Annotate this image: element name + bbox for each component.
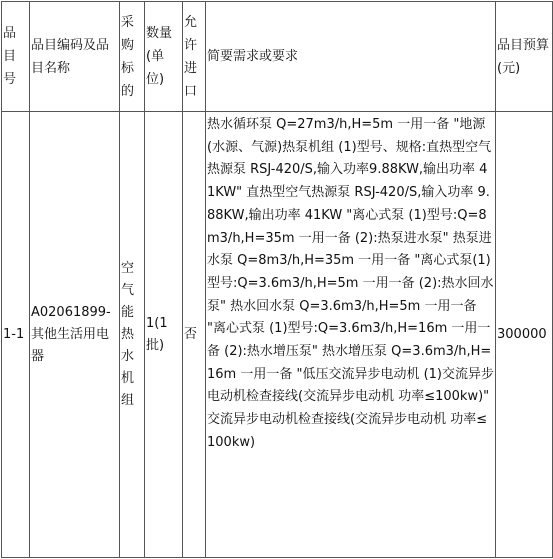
cell-subject: 空气能热水机组: [120, 112, 145, 558]
header-code-name: 品目编码及品目名称: [30, 2, 120, 112]
cell-budget: 300000: [496, 112, 553, 558]
cell-import: 否: [183, 112, 206, 558]
cell-requirements: 热水循环泵 Q=27m3/h,H=5m 一用一备 "地源(水源、气源)热泵机组 (1)型号、规格:直热型空气热源泵 RSJ-420/S,输入功率9.88KW,输出功率 41KW" 直热型空气热源泵 RSJ-420/S,输入功率 9.88KW,输出功率 41KW "离心式泵 (1)型号:Q=8m3/h,H=35m 一用一备 (2):热泵进水泵" 热泵进水泵 Q=8m3/h,H=35m 一用一备 "离心式泵(1)型号:Q=3.6m3/h,H=5m 一用一备 (2):热水回水泵" 热水回水泵 Q=3.6m3/h,H=5m 一用一备 "离心式泵 (1)型号:Q=3.6m3/h,H=16m 一用一备 (2):热水增压泵" 热水增压泵 Q=3.6m3/h,H=16m 一用一备 "低压交流异步电动机 (1)交流异步电动机检查接线(交流异步电动机 功率≤100kw)" 交流异步电动机检查接线(交流异步电动机 功率≤100kw): [206, 112, 496, 558]
header-quantity: 数量(单位): [145, 2, 183, 112]
cell-quantity: 1(1批): [145, 112, 183, 558]
table-row: [2, 112, 553, 558]
header-budget: 品目预算(元): [496, 2, 553, 112]
procurement-table: [1, 1, 553, 558]
header-item-no: 品目号: [2, 2, 30, 112]
header-import: 允许进口: [183, 2, 206, 112]
header-row: [2, 2, 553, 112]
cell-code-name: A02061899-其他生活用电器: [30, 112, 120, 558]
header-requirements: 简要需求或要求: [206, 2, 496, 112]
cell-item-no: 1-1: [2, 112, 30, 558]
header-subject: 采购标的: [120, 2, 145, 112]
